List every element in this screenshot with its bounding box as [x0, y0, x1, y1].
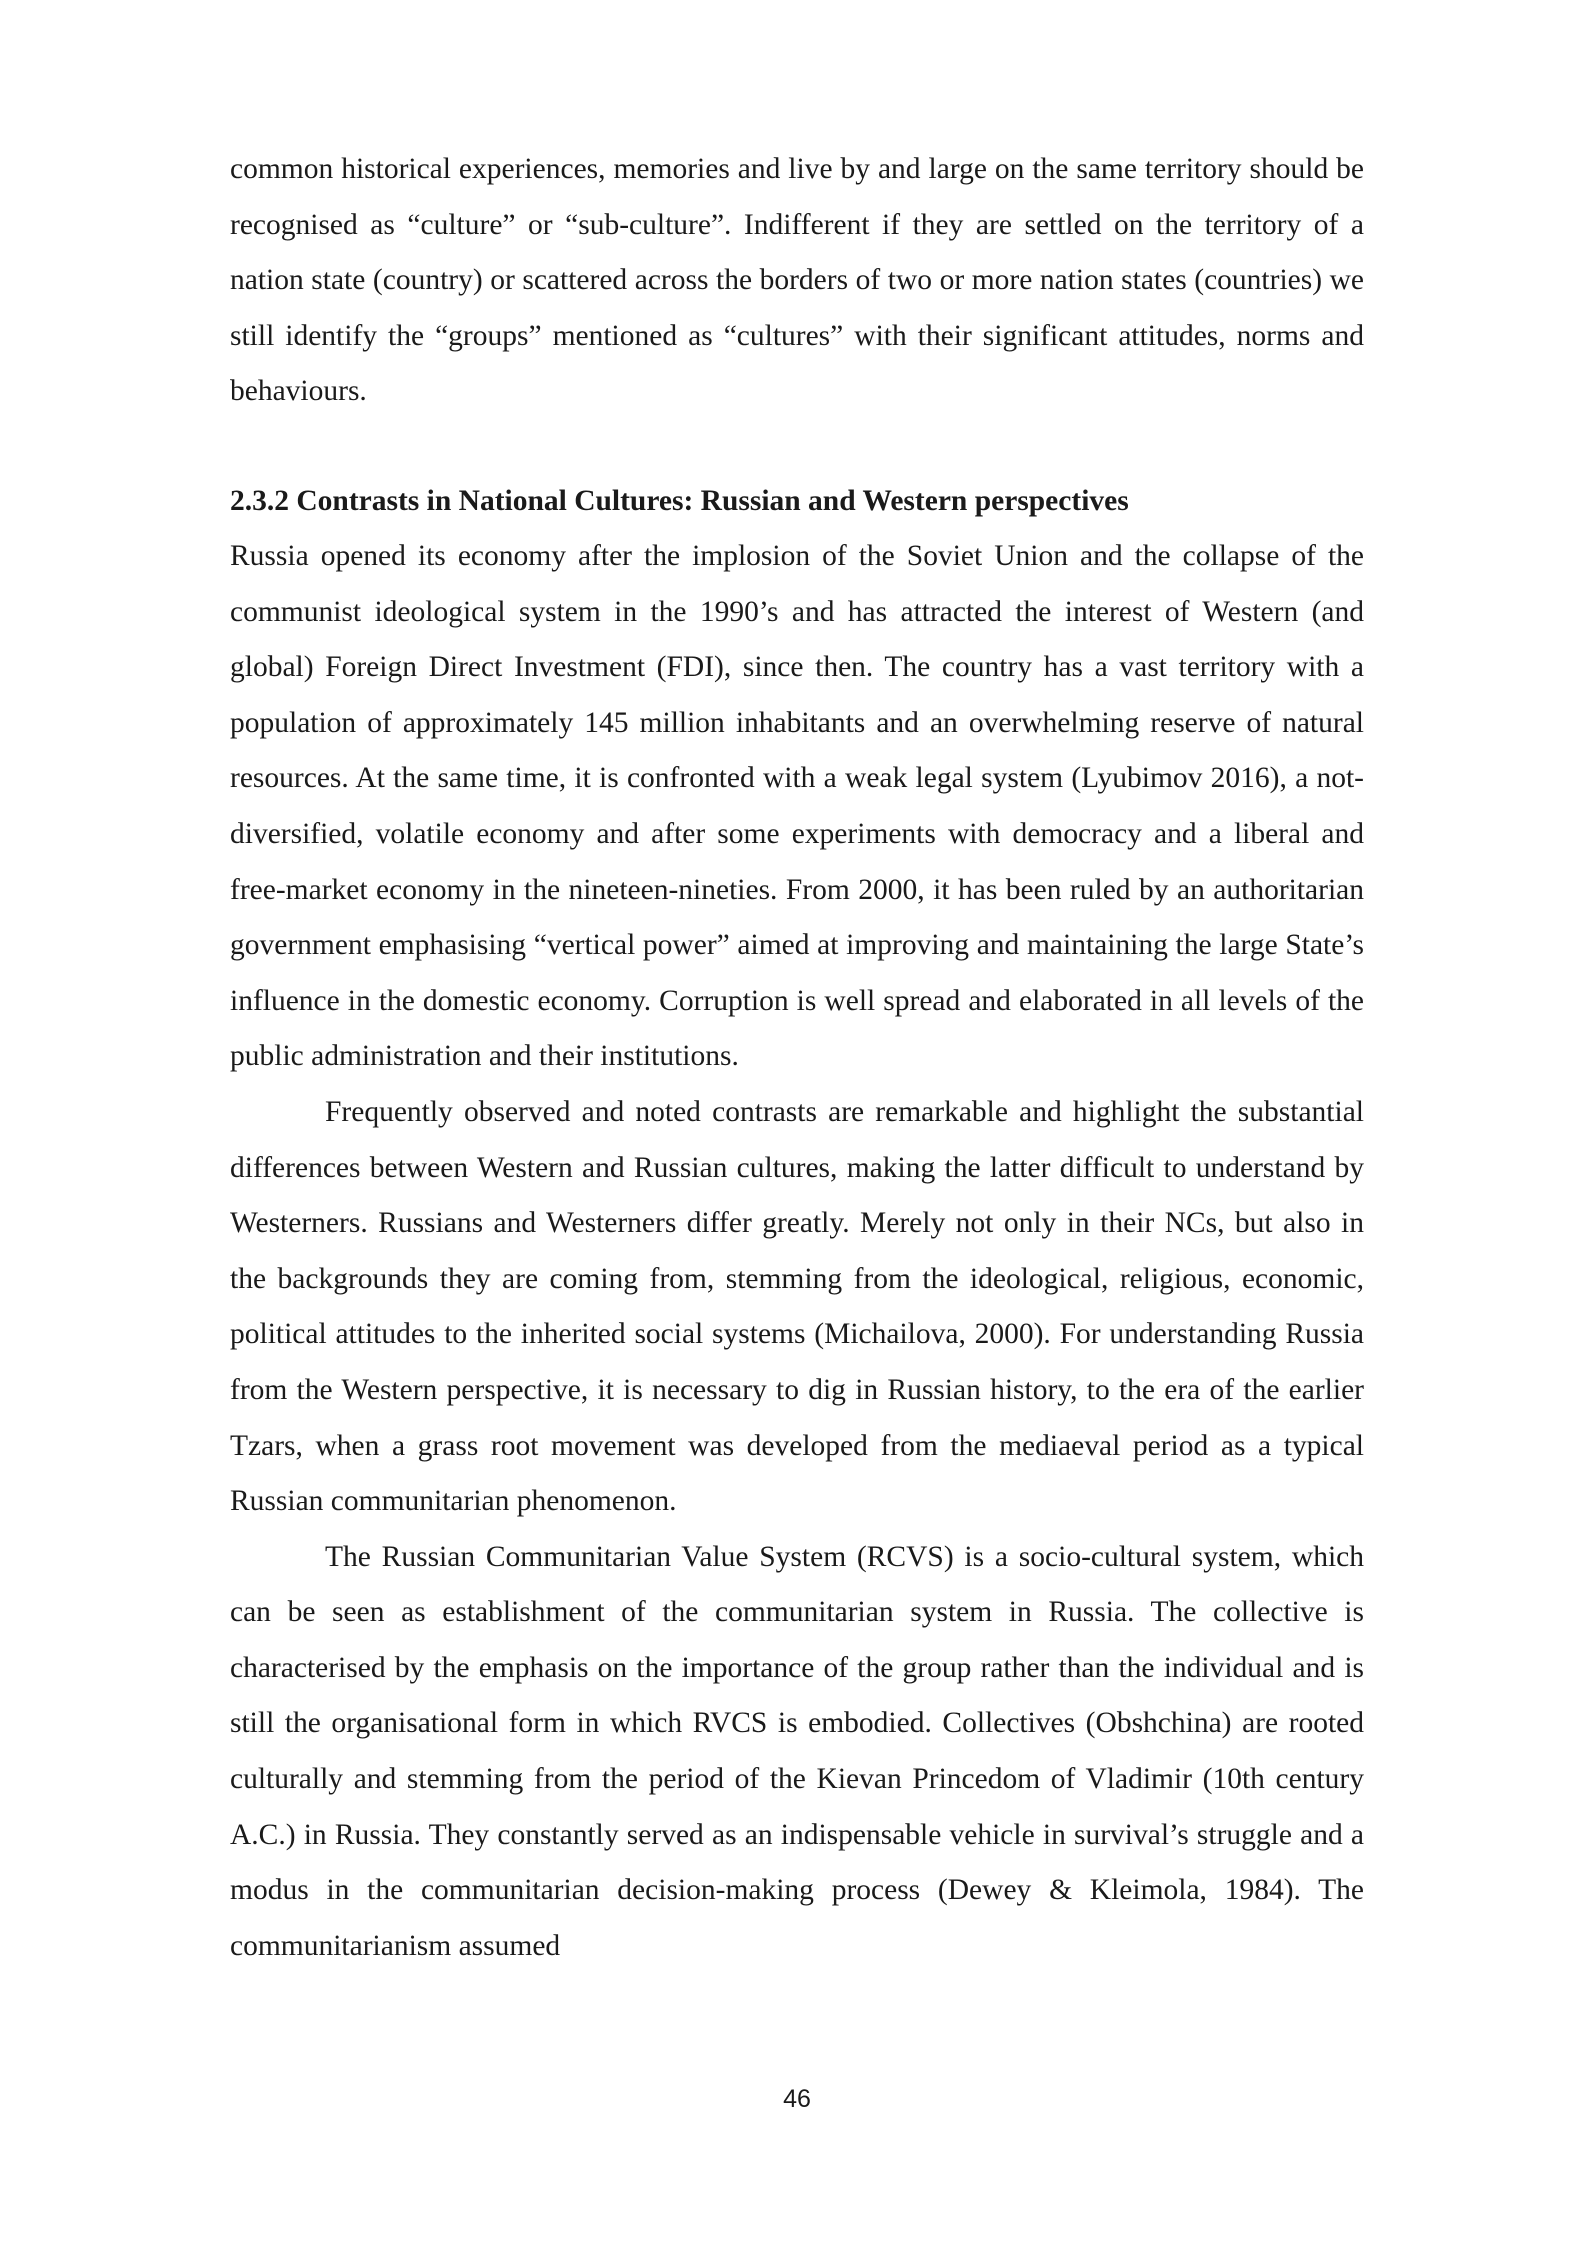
intro-paragraph-block	[230, 142, 1364, 420]
intro-paragraph: common historical experiences, memories and live by and large on the same territory should be recognised as “culture” or “sub-culture”. Indifferent if they are settled on the territory of a nation state (country) or scattered across the borders of two or more nation states (countries) we still identify the “groups” mentioned as “cultures” with their significant attitudes, norms and behaviours.	[230, 153, 1364, 408]
section-body	[230, 529, 1364, 1974]
body-paragraph-1: Russia opened its economy after the implosion of the Soviet Union and the collapse of the communist ideological system in the 1990’s and has attracted the interest of Western (and global) Foreign Direct Investment (FDI), since then. The country has a vast territory with a population of approximately 145 million inhabitants and an overwhelming reserve of natural resources. At the same time, it is confronted with a weak legal system (Lyubimov 2016), a not-diversified, volatile economy and after some experiments with democracy and a liberal and free-market economy in the nineteen-nineties. From 2000, it has been ruled by an authoritarian government emphasising “vertical power” aimed at improving and maintaining the large State’s influence in the domestic economy. Corruption is well spread and elaborated in all levels of the public administration and their institutions.	[230, 540, 1364, 1073]
page-number: 46	[783, 2085, 811, 2113]
body-paragraph-2: Frequently observed and noted contrasts are remarkable and highlight the substantial differences between Western and Russian cultures, making the latter difficult to understand by Westerners. Russians and Westerners differ greatly. Merely not only in their NCs, but also in the backgrounds they are coming from, stemming from the ideological, religious, economic, political attitudes to the inherited social systems (Michailova, 2000). For understanding Russia from the Western perspective, it is necessary to dig in Russian history, to the era of the earlier Tzars, when a grass root movement was developed from the mediaeval period as a typical Russian communitarian phenomenon.	[230, 1095, 1364, 1518]
section-heading: 2.3.2 Contrasts in National Cultures: Russian and Western perspectives	[230, 485, 1129, 517]
body-paragraph-3: The Russian Communitarian Value System (RCVS) is a socio-cultural system, which can be seen as establishment of the communitarian system in Russia. The collective is characterised by the emphasis on the importance of the group rather than the individual and is still the organisational form in which RVCS is embodied. Collectives (Obshchina) are rooted culturally and stemming from the period of the Kievan Princedom of Vladimir (10th century A.C.) in Russia. They constantly served as an indispensable vehicle in survival’s struggle and a modus in the communitarian decision-making process (Dewey & Kleimola, 1984). The communitarianism assumed	[230, 1540, 1364, 1962]
